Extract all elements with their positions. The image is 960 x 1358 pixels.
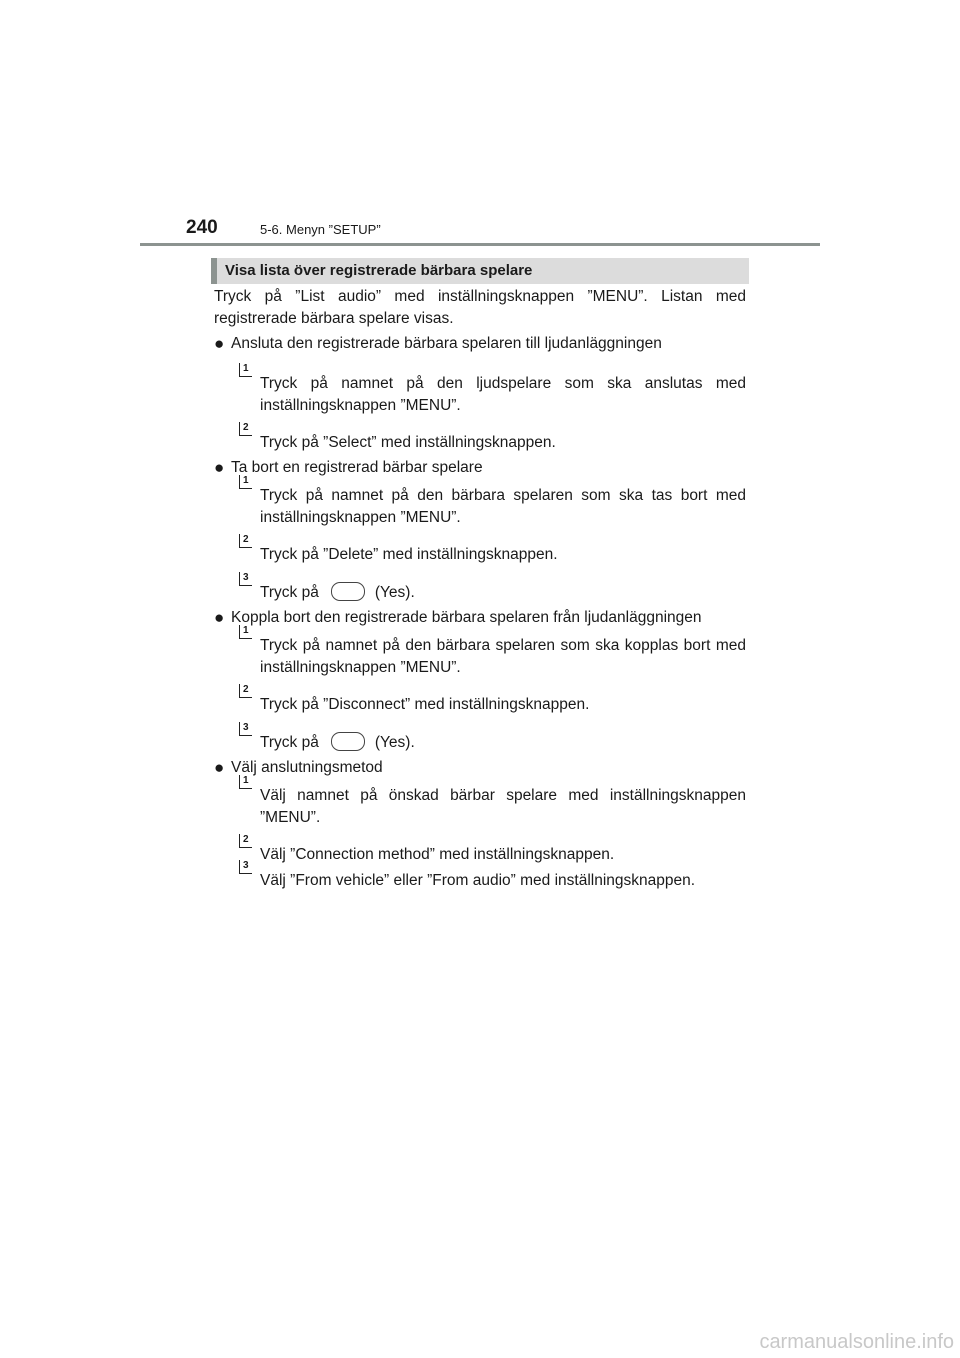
- step-text: Välj ”From vehicle” eller ”From audio” med inställningsknappen.: [260, 872, 696, 889]
- step-number: 2: [239, 422, 252, 436]
- step-number: 1: [239, 475, 252, 489]
- step-text: Tryck på namnet på den ljudspelare som ska anslutas med inställningsknappen ”MENU”.: [260, 375, 746, 414]
- header-rule: [140, 243, 820, 246]
- step-text: Tryck på namnet på den bärbara spelaren som ska kopplas bort med inställningsknappen ”MENU”.: [260, 637, 746, 676]
- step-item: [214, 475, 746, 529]
- page-number: 240: [186, 217, 218, 238]
- step-number: 2: [239, 834, 252, 848]
- procedure-heading: [214, 333, 746, 355]
- procedure-title: Välj anslutningsmetod: [231, 759, 383, 776]
- section-accent: [211, 258, 217, 284]
- bullet-icon: ●: [214, 334, 225, 353]
- step-item: [214, 422, 746, 454]
- step-item: [214, 625, 746, 679]
- procedure-heading: [214, 757, 746, 779]
- step-item: [214, 684, 746, 716]
- button-key-icon: [331, 732, 365, 751]
- step-item: [214, 722, 746, 754]
- step-number: 1: [239, 363, 252, 377]
- step-number: 1: [239, 775, 252, 789]
- procedure-title: Ta bort en registrerad bärbar spelare: [231, 459, 483, 476]
- step-number: 2: [239, 534, 252, 548]
- intro-paragraph: Tryck på ”List audio” med inställningsknappen ”MENU”. Listan med registrerade bärbara spelare visas.: [214, 288, 746, 327]
- step-item: [214, 775, 746, 829]
- site-watermark: carmanualsonline.info: [759, 1331, 954, 1353]
- step-text: Välj ”Connection method” med inställningsknappen.: [260, 846, 615, 863]
- step-text-before: Tryck på: [260, 734, 319, 751]
- step-text: Tryck på ”Select” med inställningsknappen.: [260, 434, 556, 451]
- step-number: 1: [239, 625, 252, 639]
- content-body: [214, 286, 746, 892]
- step-text: Tryck på ”Delete” med inställningsknappen.: [260, 546, 558, 563]
- chapter-header: 5-6. Menyn ”SETUP”: [260, 222, 381, 237]
- step-text: Välj namnet på önskad bärbar spelare med inställningsknappen ”MENU”.: [260, 787, 746, 826]
- step-text-after: (Yes).: [374, 584, 415, 601]
- step-number: 2: [239, 684, 252, 698]
- step-text-before: Tryck på: [260, 584, 319, 601]
- step-item: [214, 363, 746, 417]
- section-title: Visa lista över registrerade bärbara spelare: [225, 262, 533, 279]
- step-text-after: (Yes).: [374, 734, 415, 751]
- procedure-heading: [214, 457, 746, 479]
- step-item: [214, 834, 746, 866]
- step-item: [214, 534, 746, 566]
- step-item: [214, 572, 746, 604]
- bullet-icon: ●: [214, 758, 225, 777]
- step-text: Tryck på ”Disconnect” med inställningsknappen.: [260, 696, 590, 713]
- section-heading-bar: [211, 258, 749, 284]
- procedure-title: Koppla bort den registrerade bärbara spelaren från ljudanläggningen: [231, 609, 702, 626]
- bullet-icon: ●: [214, 608, 225, 627]
- step-number: 3: [239, 572, 252, 586]
- step-number: 3: [239, 860, 252, 874]
- step-text: Tryck på namnet på den bärbara spelaren som ska tas bort med inställningsknappen ”MENU”.: [260, 487, 746, 526]
- procedure-heading: [214, 607, 746, 629]
- step-item: [214, 860, 746, 892]
- step-number: 3: [239, 722, 252, 736]
- procedure-title: Ansluta den registrerade bärbara spelaren till ljudanläggningen: [231, 335, 662, 352]
- button-key-icon: [331, 582, 365, 601]
- bullet-icon: ●: [214, 458, 225, 477]
